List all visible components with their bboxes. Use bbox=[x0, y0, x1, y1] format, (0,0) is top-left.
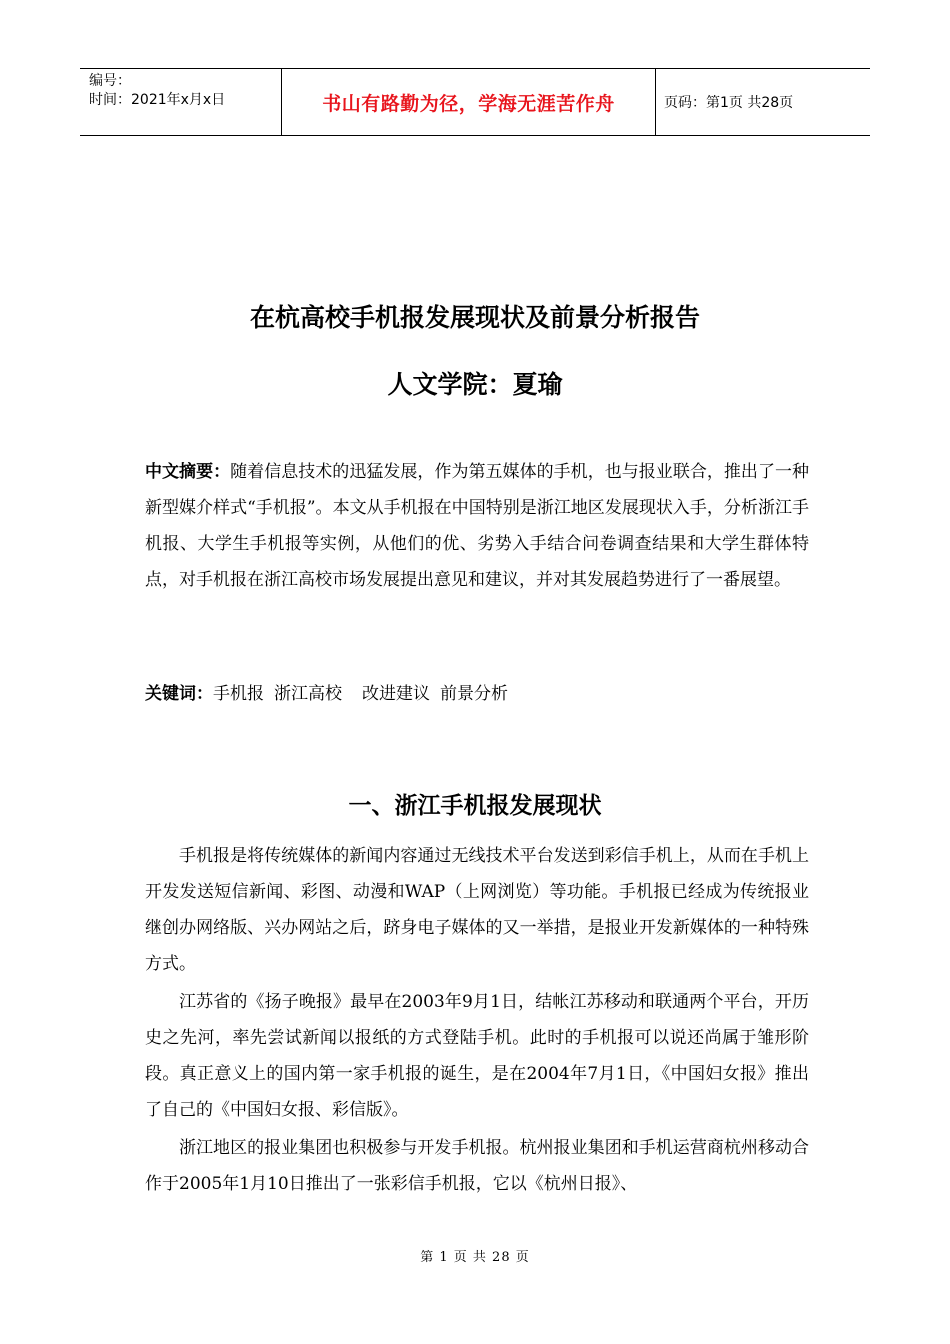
document-number-label: 编号： bbox=[89, 73, 131, 89]
abstract-text: 随着信息技术的迅猛发展，作为第五媒体的手机，也与报业联合，推出了一种新型媒介样式“手机报”。本文从手机报在中国特别是浙江地区发展现状入手，分析浙江手机报、大学生手机报等实例，从他们的优、劣势入手结合问卷调查结果和大学生群体特点，对手机报在浙江高校市场发展提出意见和建议，并对其发展趋势进行了一番展望。 bbox=[145, 462, 810, 590]
keyword-item: 前景分析 bbox=[440, 684, 508, 704]
document-title: 在杭高校手机报发展现状及前景分析报告 bbox=[249, 303, 700, 332]
header-motto: 书山有路勤为径，学海无涯苦作舟 bbox=[322, 92, 615, 115]
header-motto-cell bbox=[282, 69, 656, 135]
document-date: 时间：2021年x月x日 bbox=[89, 92, 226, 108]
body-paragraph: 江苏省的《扬子晚报》最早在2003年9月1日，结帐江苏移动和联通两个平台，开历史之先河，率先尝试新闻以报纸的方式登陆手机。此时的手机报可以说还尚属于雏形阶段。真正意义上的国内第一家手机报的诞生，是在2004年7月1日，《中国妇女报》推出了自己的《中国妇女报、彩信版》。 bbox=[145, 992, 809, 1120]
keywords-label: 关键词： bbox=[145, 684, 213, 704]
header-page-code: 页码：第1页 共28页 bbox=[664, 95, 794, 111]
document-header bbox=[80, 68, 870, 136]
abstract-paragraph bbox=[145, 454, 809, 598]
body-paragraph: 手机报是将传统媒体的新闻内容通过无线技术平台发送到彩信手机上，从而在手机上开发发送短信新闻、彩图、动漫和WAP（上网浏览）等功能。手机报已经成为传统报业继创办网络版、兴办网站之后，跻身电子媒体的又一举措，是报业开发新媒体的一种特殊方式。 bbox=[145, 846, 809, 974]
keywords-line bbox=[145, 676, 809, 712]
page-footer: 第 1 页 共 28 页 bbox=[420, 1250, 530, 1265]
keyword-item: 改进建议 bbox=[362, 684, 430, 704]
header-page-cell bbox=[656, 69, 870, 135]
section-heading: 一、浙江手机报发展现状 bbox=[348, 793, 602, 819]
keyword-item: 手机报 bbox=[213, 684, 264, 704]
body-paragraph: 浙江地区的报业集团也积极参与开发手机报。杭州报业集团和手机运营商杭州移动合作于2005年1月10日推出了一张彩信手机报，它以《杭州日报》、 bbox=[145, 1138, 809, 1194]
header-info-cell bbox=[80, 69, 282, 135]
abstract-label: 中文摘要： bbox=[145, 462, 231, 482]
document-author: 人文学院：夏瑜 bbox=[387, 370, 563, 399]
keyword-item: 浙江高校 bbox=[274, 684, 342, 704]
